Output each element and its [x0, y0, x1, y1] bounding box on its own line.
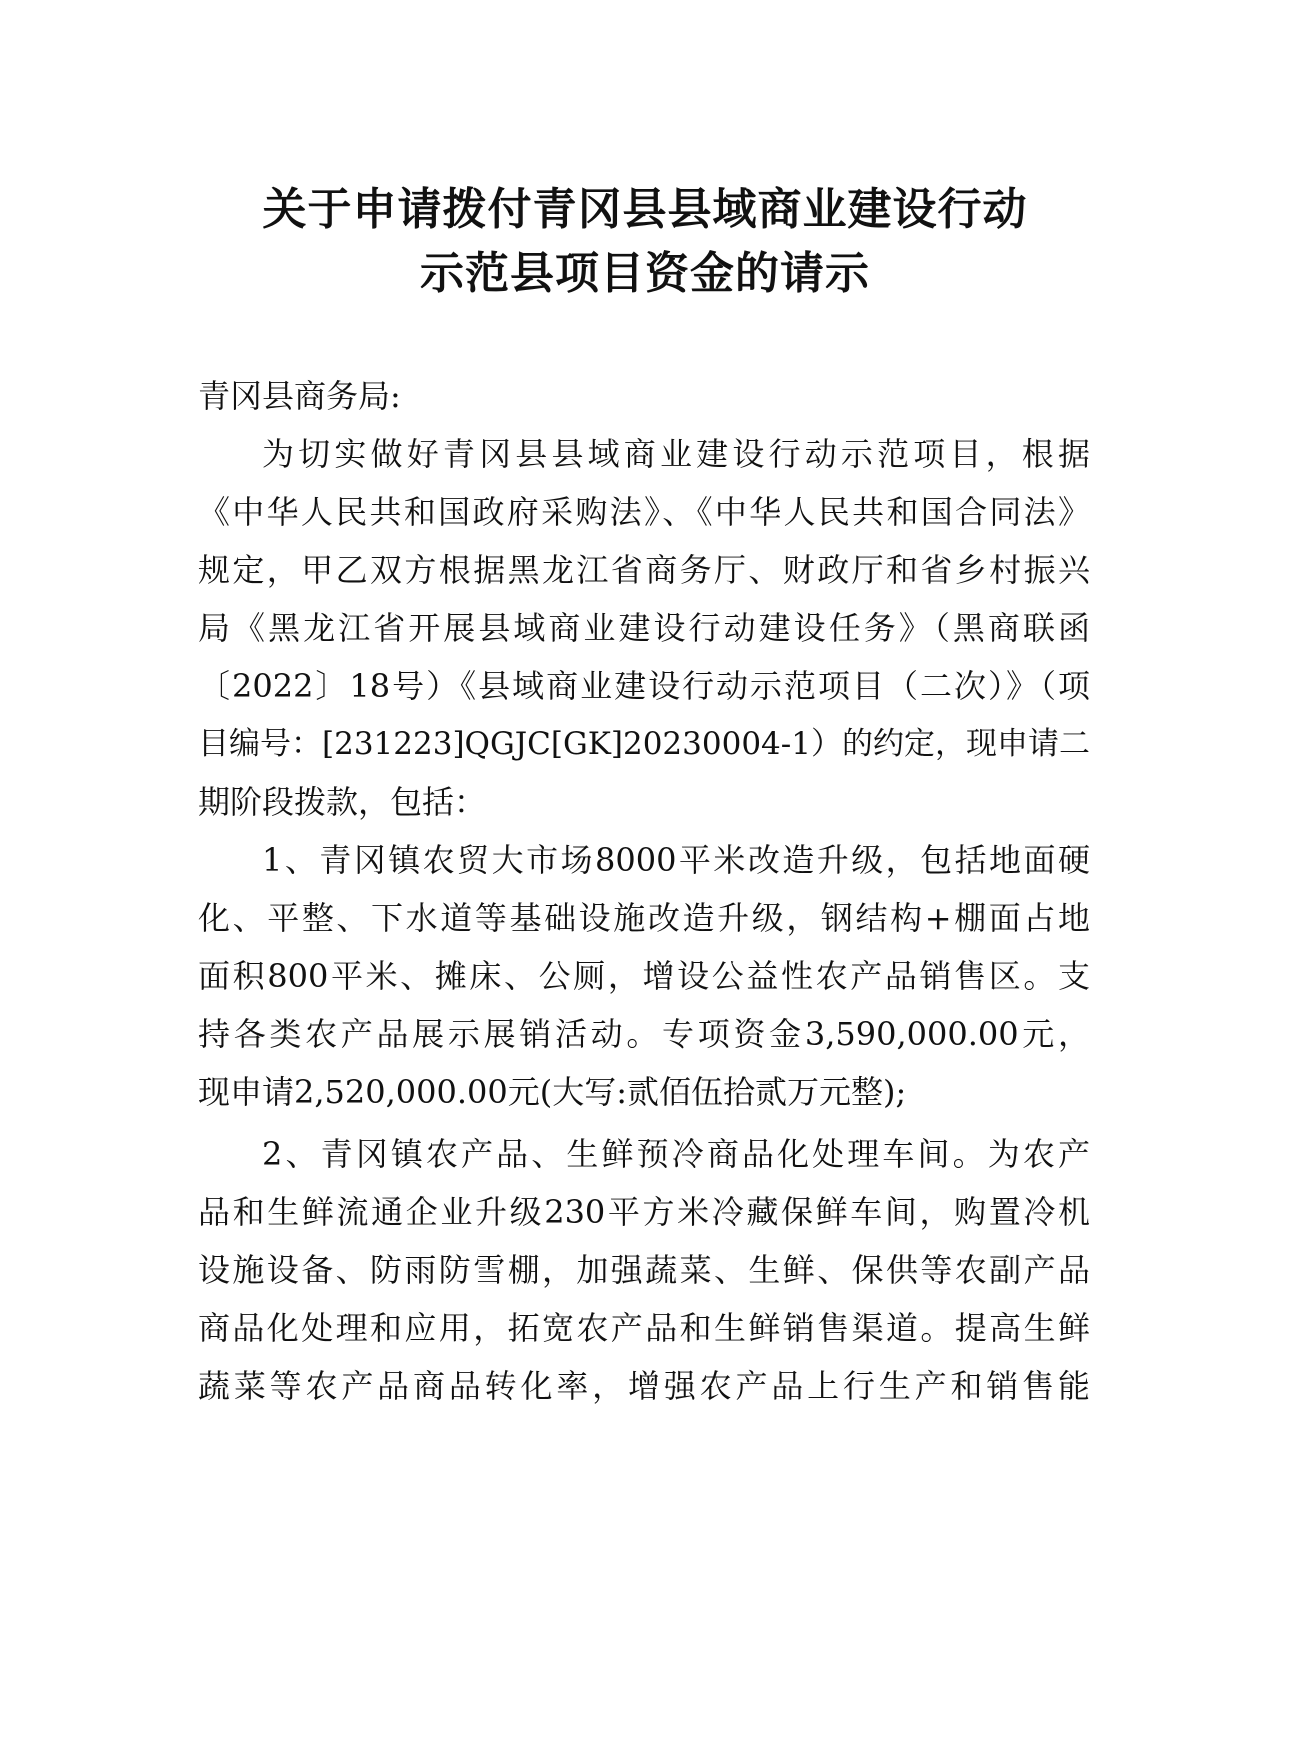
body-line: 持各类农产品展示展销活动。专项资金3,590,000.00元，: [198, 1015, 1090, 1053]
body-line: 局《黑龙江省开展县域商业建设行动建设任务》（黑商联函: [198, 609, 1090, 647]
body-line: 〔2022〕18号）《县域商业建设行动示范项目（二次）》（项: [198, 667, 1090, 705]
body-line: 蔬菜等农产品商品转化率，增强农产品上行生产和销售能: [198, 1367, 1090, 1405]
salutation: 青冈县商务局:: [198, 377, 401, 415]
body-line: 1、青冈镇农贸大市场8000平米改造升级，包括地面硬: [262, 841, 1090, 879]
body-line: 面积800平米、摊床、公厕，增设公益性农产品销售区。支: [198, 957, 1090, 995]
body-line: 化、平整、下水道等基础设施改造升级，钢结构+棚面占地: [198, 899, 1090, 937]
body-line: 为切实做好青冈县县域商业建设行动示范项目，根据: [262, 435, 1090, 473]
body-line: 2、青冈镇农产品、生鲜预冷商品化处理车间。为农产: [262, 1135, 1090, 1173]
body-line: 期阶段拨款，包括：: [198, 783, 487, 821]
body-line: 目编号：[231223]QGJC[GK]20230004-1）的约定，现申请二: [198, 726, 1090, 762]
body-line: 设施设备、防雨防雪棚，加强蔬菜、生鲜、保供等农副产品: [198, 1251, 1090, 1289]
body-line: 现申请2,520,000.00元(大写:贰佰伍拾贰万元整);: [198, 1073, 907, 1111]
document-title-line-2: 示范县项目资金的请示: [420, 248, 870, 299]
body-line: 品和生鲜流通企业升级230平方米冷藏保鲜车间，购置冷机: [198, 1193, 1090, 1231]
body-line: 商品化处理和应用，拓宽农产品和生鲜销售渠道。提高生鲜: [198, 1309, 1090, 1347]
body-line: 《中华人民共和国政府采购法》、《中华人民共和国合同法》: [198, 493, 1090, 531]
document-title-line-1: 关于申请拨付青冈县县域商业建设行动: [262, 184, 1028, 235]
body-line: 规定，甲乙双方根据黑龙江省商务厅、财政厅和省乡村振兴: [198, 551, 1090, 589]
